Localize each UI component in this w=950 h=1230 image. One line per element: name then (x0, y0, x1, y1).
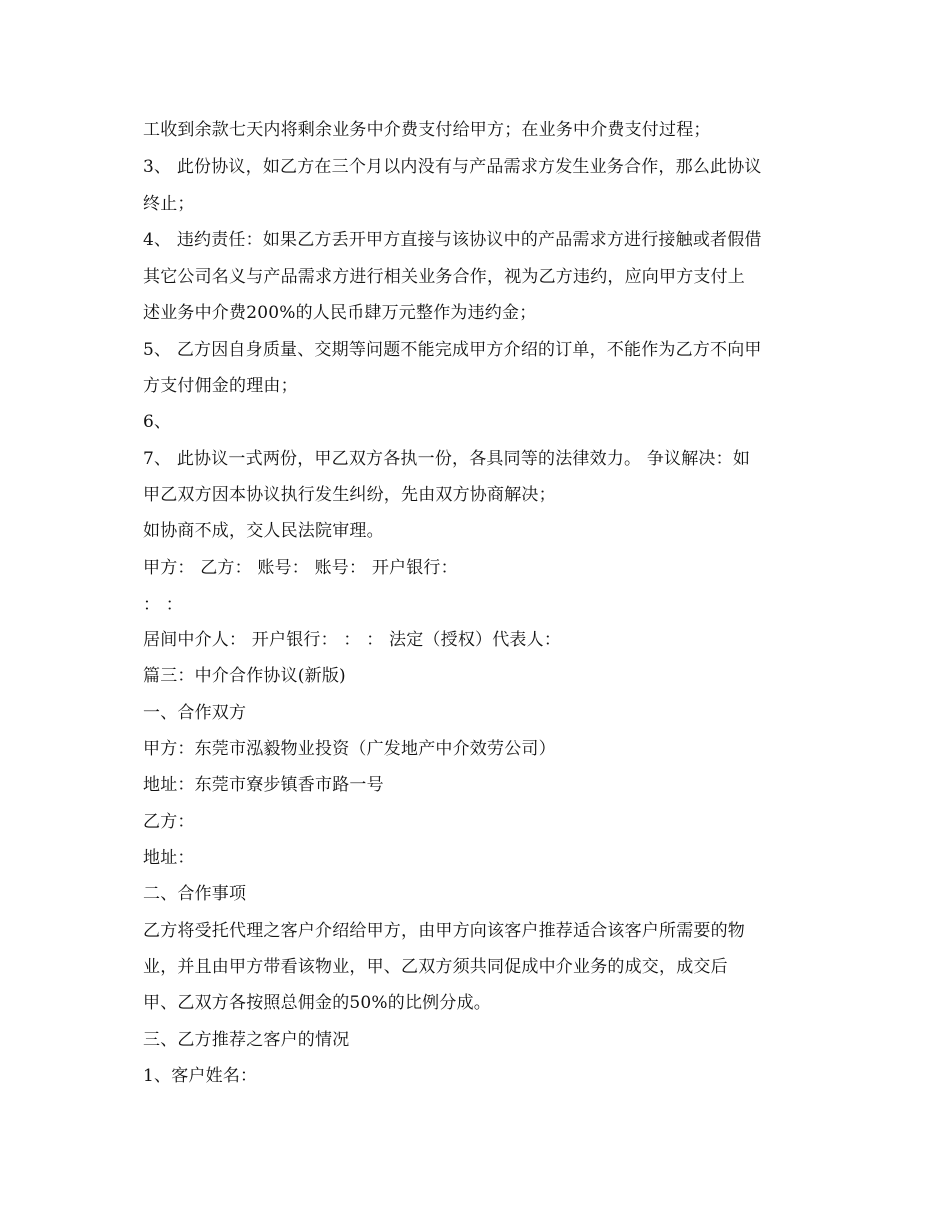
section-heading: 二、合作事项 (143, 884, 247, 904)
text-line: 5、 乙方因自身质量、交期等问题不能完成甲方介绍的订单，不能作为乙方不向甲 (143, 340, 762, 360)
section-heading: 篇三：中介合作协议(新版) (143, 666, 346, 686)
section-heading: 一、合作双方 (143, 703, 247, 723)
text-line: 甲乙双方因本协议执行发生纠纷，先由双方协商解决； (143, 485, 556, 505)
text-line: 方支付佣金的理由； (143, 376, 298, 396)
text-line: 乙方： (143, 812, 195, 832)
text-line: 7、 此协议一式两份，甲乙双方各执一份，各具同等的法律效力。 争议解决：如 (143, 449, 751, 469)
text-line: ： ： (143, 595, 184, 615)
text-line: 4、 违约责任：如果乙方丢开甲方直接与该协议中的产品需求方进行接触或者假借 (143, 230, 762, 250)
text-line: 居间中介人： 开户银行： ： ： 法定（授权）代表人： (143, 630, 562, 650)
text-line: 1、客户姓名： (143, 1066, 258, 1086)
text-line: 6、 (143, 412, 172, 432)
text-line: 甲、乙双方各按照总佣金的50%的比例分成。 (143, 993, 491, 1013)
text-line: 终止； (143, 194, 195, 214)
text-line: 3、 此份协议，如乙方在三个月以内没有与产品需求方发生业务合作，那么此协议 (143, 157, 762, 177)
text-line: 甲方：东莞市泓毅物业投资（广发地产中介效劳公司） (143, 739, 556, 759)
text-line: 乙方将受托代理之客户介绍给甲方，由甲方向该客户推荐适合该客户所需要的物 (143, 921, 745, 941)
text-line: 如协商不成，交人民法院审理。 (143, 521, 384, 541)
text-line: 其它公司名义与产品需求方进行相关业务合作，视为乙方违约，应向甲方支付上 (143, 267, 745, 287)
text-line: 工收到余款七天内将剩余业务中介费支付给甲方；在业务中介费支付过程； (143, 120, 711, 140)
text-line: 地址： (143, 848, 195, 868)
text-line: 地址：东莞市寮步镇香市路一号 (143, 775, 384, 795)
text-line: 业，并且由甲方带看该物业，甲、乙双方须共同促成中介业务的成交，成交后 (143, 957, 728, 977)
text-line: 述业务中介费200%的人民币肆万元整作为违约金； (143, 303, 537, 323)
text-line: 甲方： 乙方： 账号： 账号： 开户银行： (143, 558, 458, 578)
section-heading: 三、乙方推荐之客户的情况 (143, 1030, 350, 1050)
